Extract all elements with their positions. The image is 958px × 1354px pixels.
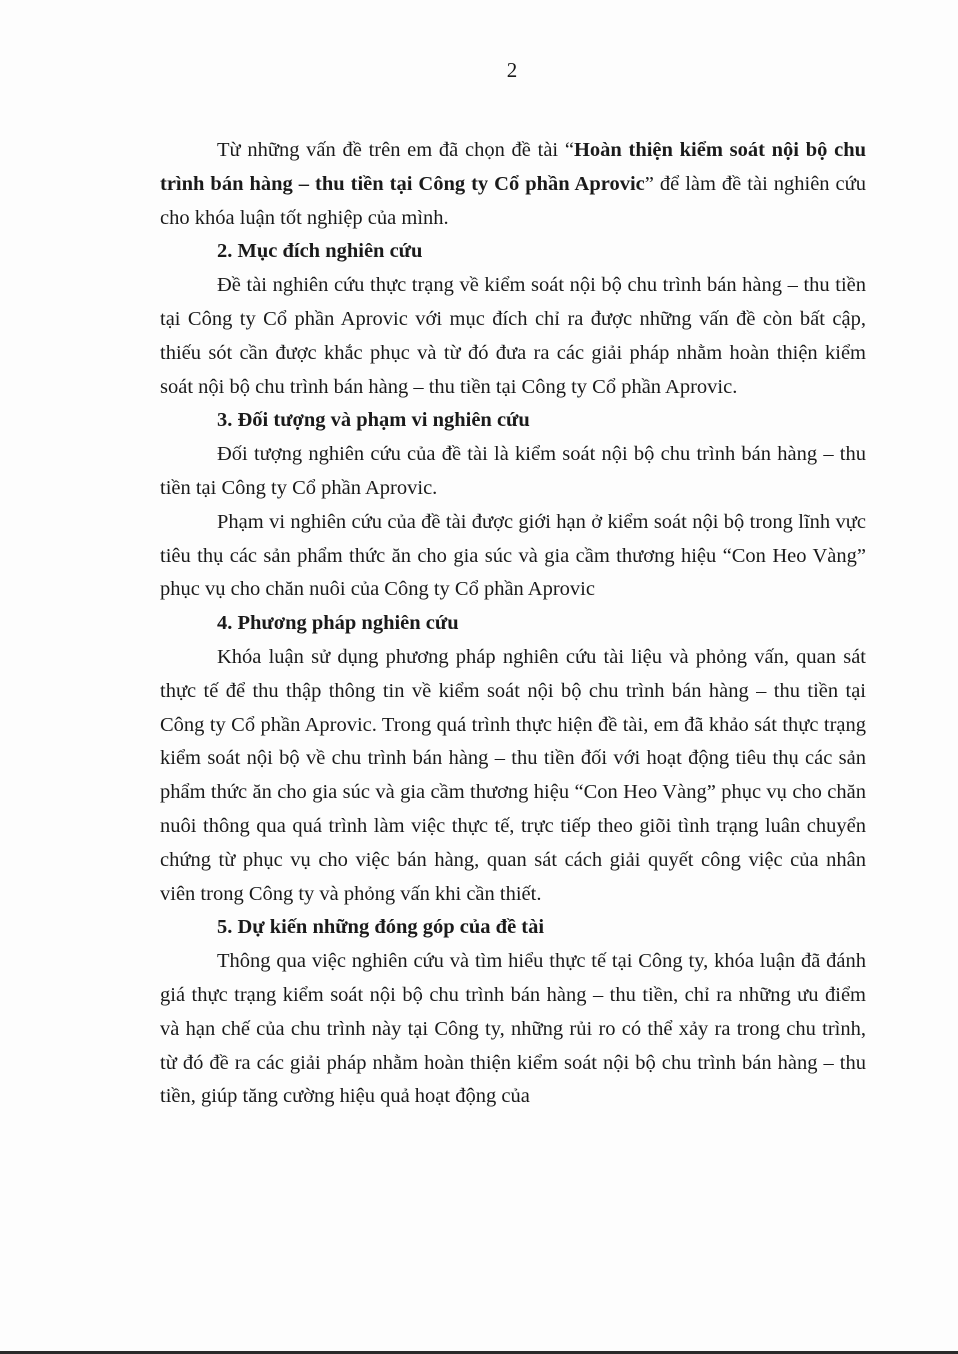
paragraph-object: Đối tượng nghiên cứu của đề tài là kiểm soát nội bộ chu trình bán hàng – thu tiền tại Công ty Cổ phần Aprovic.	[160, 443, 866, 499]
paragraph-contribution: Thông qua việc nghiên cứu và tìm hiểu thực tế tại Công ty, khóa luận đã đánh giá thực trạng kiểm soát nội bộ chu trình bán hàng – thu tiền, chỉ ra những ưu điểm và hạn chế của chu trình này tại Công ty, những rủi ro có thể xảy ra trong chu trình, từ đó đề ra các giải pháp nhằm hoàn thiện kiểm soát nội bộ chu trình bán hàng – thu tiền, giúp tăng cường hiệu quả hoạt động của	[160, 950, 866, 1108]
section-heading-scope: 3. Đối tượng và phạm vi nghiên cứu	[217, 409, 530, 432]
paragraph-scope: Phạm vi nghiên cứu của đề tài được giới hạn ở kiểm soát nội bộ trong lĩnh vực tiêu thụ các sản phẩm thức ăn cho gia súc và gia cầm thương hiệu “Con Heo Vàng” phục vụ cho chăn nuôi của Công ty Cổ phần Aprovic	[160, 510, 866, 601]
intro-text-before: Từ những vấn đề trên em đã chọn đề tài “	[217, 139, 574, 161]
section-heading-purpose: 2. Mục đích nghiên cứu	[217, 240, 423, 263]
page-number: 2	[506, 58, 518, 82]
section-heading-method: 4. Phương pháp nghiên cứu	[217, 612, 459, 635]
intro-text-after: ” để làm đề tài nghiên cứu cho khóa luận tốt nghiệp của mình.	[160, 172, 867, 229]
thesis-title: Hoàn thiện kiểm soát nội bộ chu trình bán hàng – thu tiền tại Công ty Cổ phần Aprovic	[160, 139, 866, 195]
paragraph-purpose: Đề tài nghiên cứu thực trạng về kiểm soát nội bộ chu trình bán hàng – thu tiền tại Công ty Cổ phần Aprovic với mục đích chỉ ra được những vấn đề còn bất cập, thiếu sót cần được khắc phục và từ đó đưa ra các giải pháp nhằm hoàn thiện kiểm soát nội bộ chu trình bán hàng – thu tiền tại Công ty Cổ phần Aprovic.	[160, 274, 866, 398]
document-body	[160, 134, 866, 1114]
section-heading-contribution: 5. Dự kiến những đóng góp của đề tài	[217, 916, 545, 939]
intro-paragraph	[160, 134, 866, 235]
paragraph-method: Khóa luận sử dụng phương pháp nghiên cứu tài liệu và phỏng vấn, quan sát thực tế để thu thập thông tin về kiểm soát nội bộ chu trình bán hàng – thu tiền tại Công ty Cổ phần Aprovic. Trong quá trình thực hiện đề tài, em đã khảo sát thực trạng kiểm soát nội bộ về chu trình bán hàng – thu tiền đối với hoạt động tiêu thụ các sản phẩm thức ăn cho gia súc và gia cầm thương hiệu “Con Heo Vàng” phục vụ cho chăn nuôi thông qua quá trình làm việc thực tế, trực tiếp theo giõi tình trạng luân chuyển chứng từ phục vụ cho việc bán hàng, quan sát cách giải quyết công việc của nhân viên trong Công ty và phỏng vấn khi cần thiết.	[160, 645, 866, 905]
